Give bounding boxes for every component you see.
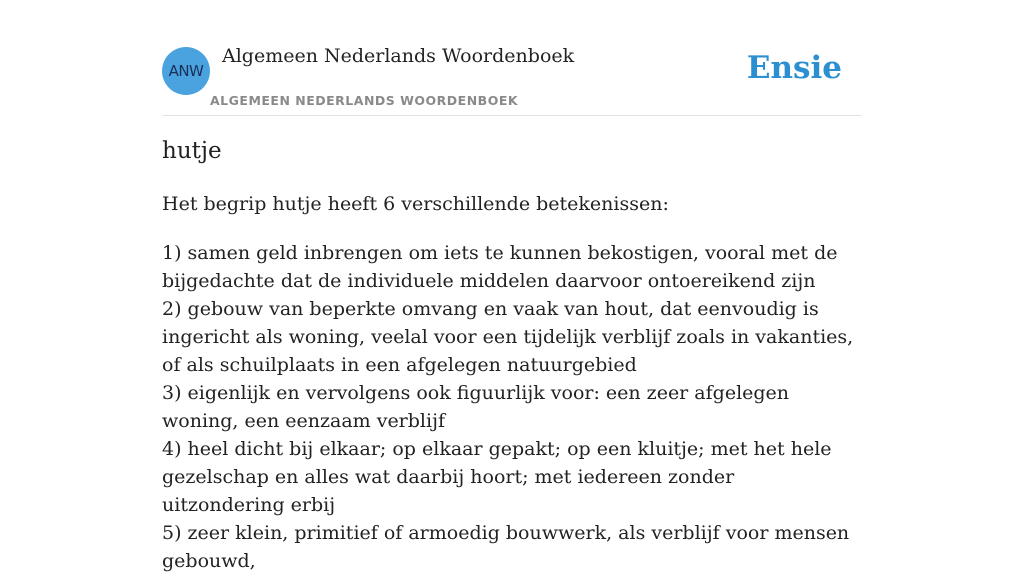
definition-item: 5) zeer klein, primitief of armoedig bouwwerk, als verblijf voor mensen gebouwd, [162,522,850,572]
entry-word-title: hutje [162,138,222,164]
content-container [162,0,862,572]
source-title-link[interactable]: Algemeen Nederlands Woordenboek [222,45,575,67]
source-avatar[interactable]: ANW [162,47,210,95]
definition-item: 4) heel dicht bij elkaar; op elkaar gepakt; op een kluitje; met het hele gezelschap en alles wat daarbij hoort; met iedereen zonder uitzondering erbij [162,438,832,516]
definition-item: 3) eigenlijk en vervolgens ook figuurlijk voor: een zeer afgelegen woning, een eenzaam verblijf [162,382,790,432]
entry-intro: Het begrip hutje heeft 6 verschillende betekenissen: [162,193,669,215]
source-header [162,0,862,116]
definition-item: 1) samen geld inbrengen om iets te kunnen bekostigen, vooral met de bijgedachte dat de individuele middelen daarvoor ontoereikend zijn [162,242,838,292]
definitions-list [162,239,862,575]
definition-item: 2) gebouw van beperkte omvang en vaak van hout, dat eenvoudig is ingericht als woning, veelal voor een tijdelijk verblijf zoals in vakanties, of als schuilplaats in een afgelegen natuurgebied [162,298,854,376]
ensie-logo[interactable]: Ensie [746,50,842,86]
source-subtitle: ALGEMEEN NEDERLANDS WOORDENBOEK [210,93,519,108]
